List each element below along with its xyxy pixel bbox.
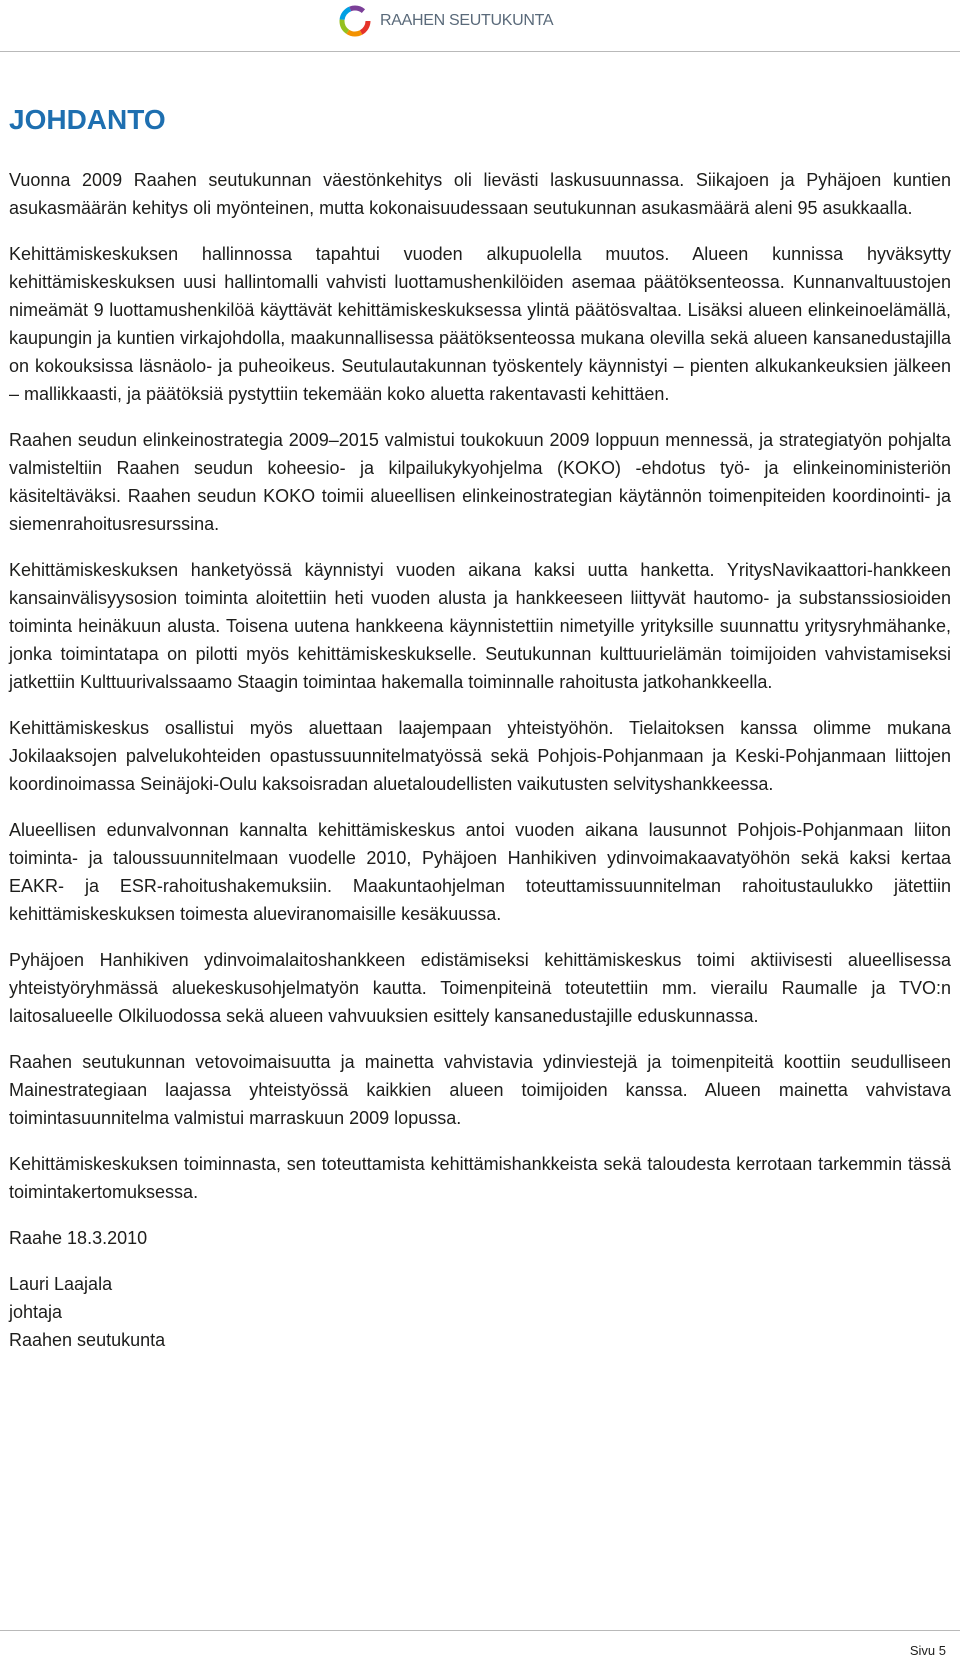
signature-org: Raahen seutukunta bbox=[9, 1330, 166, 1350]
paragraph: Raahen seutukunnan vetovoimaisuutta ja mainetta vahvistavia ydinviestejä ja toimenpiteitä koottiin seudulliseen Mainestrategiaan laajassa yhteistyössä kaikkien alueen toimijoiden kanssa. Alueen mainetta vahvistava toimintasuunnitelma valmistui marraskuun 2009 lopussa. bbox=[9, 1052, 951, 1128]
footer-divider bbox=[0, 1630, 960, 1631]
paragraph: Kehittämiskeskus osallistui myös aluettaan laajempaan yhteistyöhön. Tielaitoksen kanssa olimme mukana Jokilaaksojen palvelukohteiden opastussuunnitelmatyössä sekä Pohjois-Pohjanmaan ja Keski-Pohjanmaan liittojen koordinoimassa Seinäjoki-Oulu kaksoisradan aluetaloudellisten vaikutusten selvityshankkeessa. bbox=[9, 718, 951, 794]
paragraph: Pyhäjoen Hanhikiven ydinvoimalaitoshankkeen edistämiseksi kehittämiskeskus toimi aktiivisesti alueellisessa yhteistyöryhmässä aluekeskusohjelmatyön kautta. Toimenpiteinä toteutettiin mm. vierailu Raumalle ja TVO:n laitosalueelle Olkiluodossa sekä alueen vahvuuksien esittely kansanedustajille eduskunnassa. bbox=[9, 950, 951, 1026]
logo-text: RAAHEN SEUTUKUNTA bbox=[380, 12, 554, 29]
paragraph: Vuonna 2009 Raahen seutukunnan väestönkehitys oli lievästi laskusuunnassa. Siikajoen ja Pyhäjoen kuntien asukasmäärän kehitys oli myönteinen, mutta kokonaisuudessaan seutukunnan asukasmäärä aleni 95 asukkaalla. bbox=[9, 170, 951, 218]
paragraph: Alueellisen edunvalvonnan kannalta kehittämiskeskus antoi vuoden aikana lausunnot Pohjois-Pohjanmaan liiton toiminta- ja taloussuunnitelmaan vuodelle 2010, Pyhäjoen Hanhikiven ydinvoimakaavatyöhön sekä kaksi kertaa EAKR- ja ESR-rahoitushakemuksiin. Maakuntaohjelman toteuttamissuunnitelman rahoitustaulukko jätettiin kehittämiskeskuksen toimesta alueviranomaisille kesäkuussa. bbox=[9, 820, 951, 924]
signature-name: Lauri Laajala bbox=[9, 1274, 113, 1294]
signature-block bbox=[9, 1270, 951, 1354]
page-number: Sivu 5 bbox=[909, 1643, 946, 1658]
paragraph: Kehittämiskeskuksen toiminnasta, sen toteuttamista kehittämishankkeista sekä taloudesta kerrotaan tarkemmin tässä toimintakertomuksessa. bbox=[9, 1154, 951, 1202]
header-divider bbox=[0, 51, 960, 52]
place-date: Raahe 18.3.2010 bbox=[9, 1228, 148, 1248]
page-title: JOHDANTO bbox=[9, 104, 166, 135]
logo bbox=[338, 4, 553, 38]
paragraph: Raahen seudun elinkeinostrategia 2009–2015 valmistui toukokuun 2009 loppuun mennessä, ja strategiatyön pohjalta valmisteltiin Raahen seudun koheesio- ja kilpailukykyohjelma (KOKO) -ehdotus työ- ja elinkeinoministeriön käsiteltäväksi. Raahen seudun KOKO toimii alueellisen elinkeinostrategian käytännön toimenpiteiden koordinointi- ja siemenrahoitusresurssina. bbox=[9, 430, 951, 534]
page-header bbox=[0, 0, 960, 50]
paragraph: Kehittämiskeskuksen hallinnossa tapahtui vuoden alkupuolella muutos. Alueen kunnissa hyväksytty kehittämiskeskuksen uusi hallintomalli vahvisti luottamushenkilöiden asemaa päätöksenteossa. Kunnanvaltuustojen nimeämät 9 luottamushenkilöä käyttävät kehittämiskeskuksessa ylintä päätösvaltaa. Lisäksi alueen elinkeinoelämällä, kaupungin ja kuntien virkajohdolla, maakunnallisessa päätöksenteossa mukana olevilla sekä alueen kansanedustajilla on kokouksissa läsnäolo- ja puheoikeus. Seutulautakunnan työskentely käynnistyi – pienten alkukankeuksien jälkeen – mallikkaasti, ja päätöksiä pystyttiin tekemään koko aluetta rakentavasti kehittäen. bbox=[9, 244, 951, 404]
signature-role: johtaja bbox=[9, 1302, 63, 1322]
paragraph: Kehittämiskeskuksen hanketyössä käynnistyi vuoden aikana kaksi uutta hanketta. YritysNavikaattori-hankkeen kansainvälisyysosion toiminta aloitettiin heti vuoden alusta ja hankkeeseen liittyvät hautomo- ja substanssiosioiden toiminta heinäkuun alusta. Toisena uutena hankkeena käynnistettiin nimetyille yrityksille suunnattu yritysryhmähanke, jonka toimintatapa on pilotti myös kehittämiskeskukselle. Seutukunnan kulttuurielämän toimijoiden vahvistamiseksi jatkettiin Kulttuurivalssaamo Staagin toimintaa hakemalla toiminnalle rahoitusta jatkohankkeella. bbox=[9, 560, 951, 692]
body-text bbox=[9, 166, 951, 1372]
ring-logo-icon bbox=[338, 4, 372, 38]
